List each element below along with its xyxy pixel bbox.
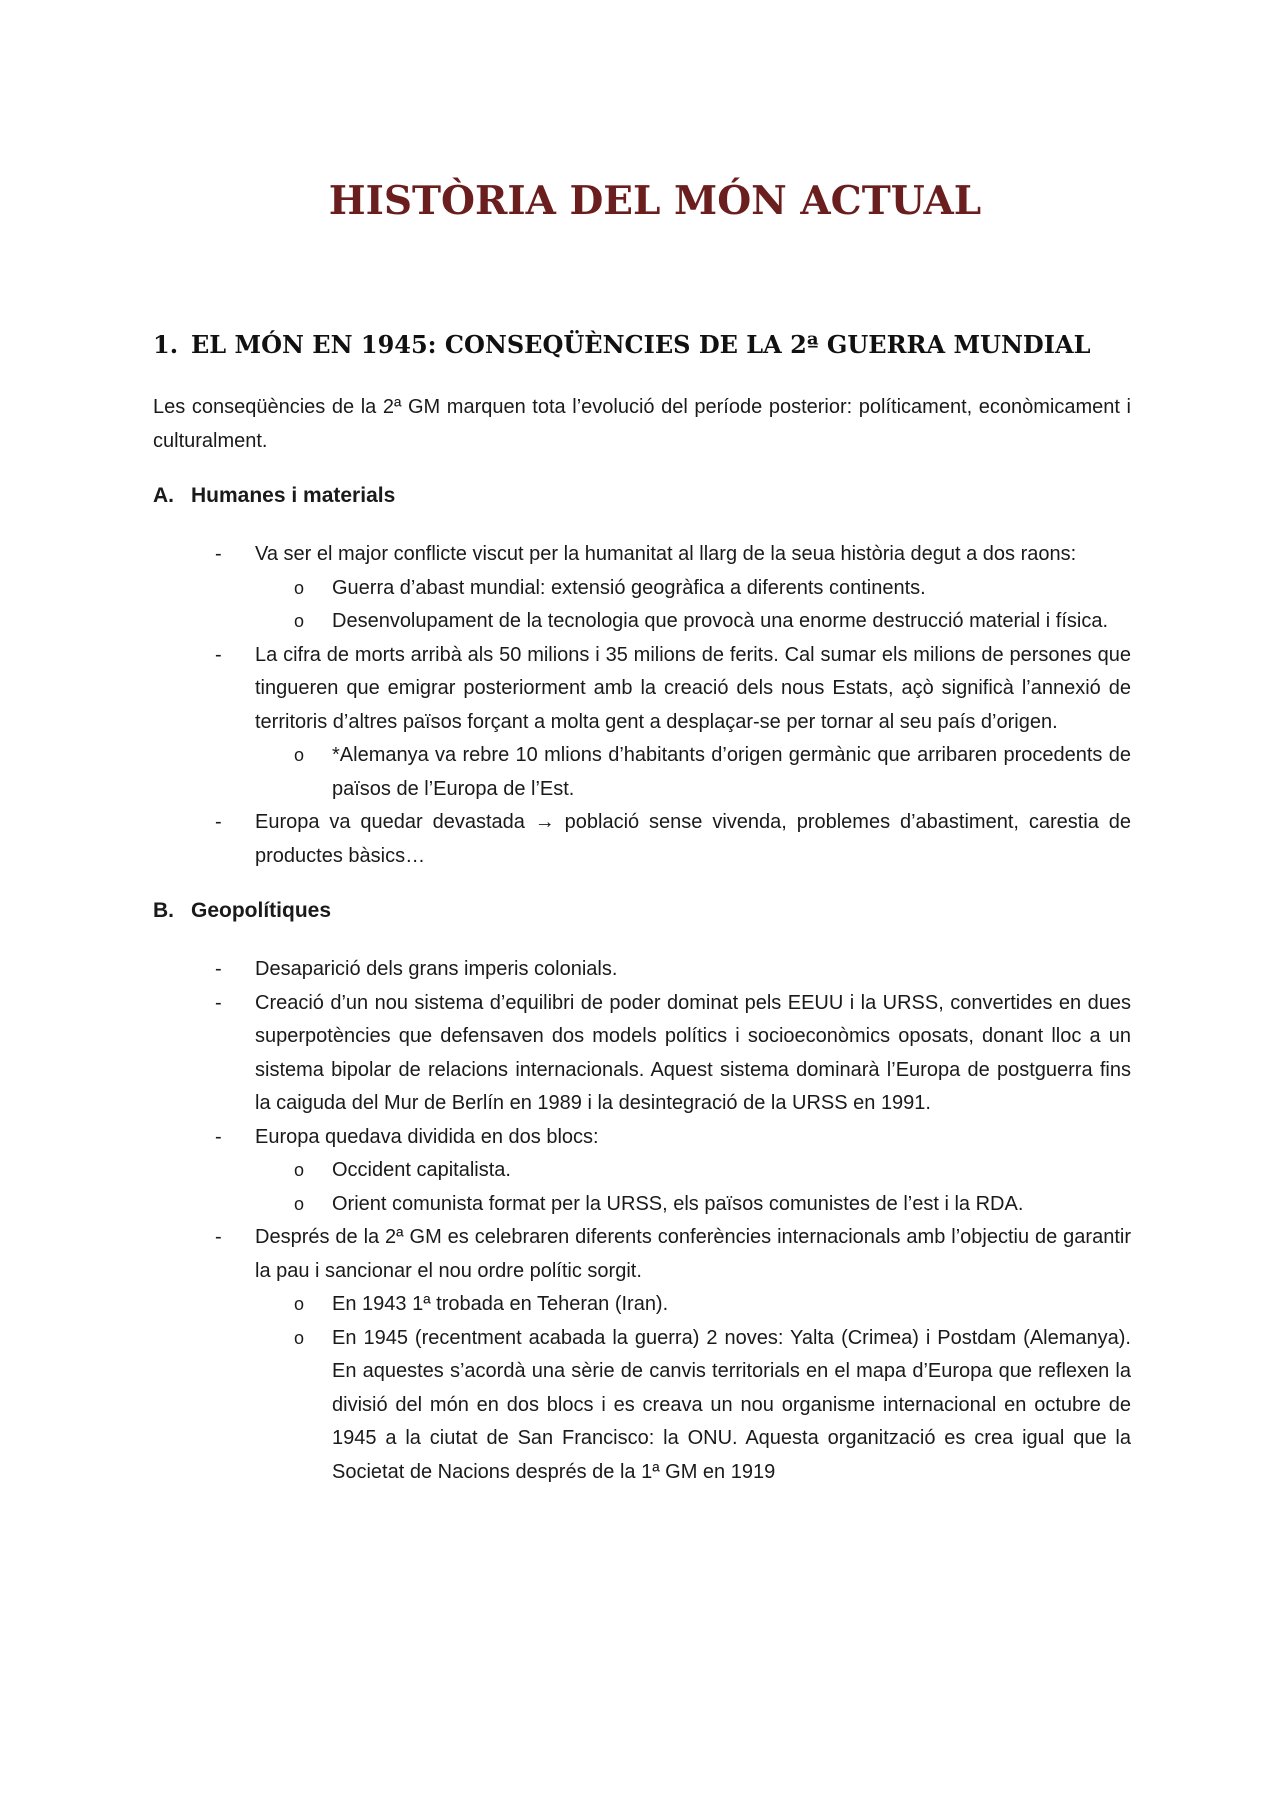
subsection-a-heading (153, 484, 1131, 508)
sublist-item-text: Orient comunista format per la URSS, els països comunistes de l’est i la RDA. (332, 1192, 1024, 1215)
dash-marker: - (215, 958, 222, 980)
sublist (255, 1154, 1131, 1221)
list-item-text: Desaparició dels grans imperis colonials. (255, 958, 618, 980)
dash-marker: - (215, 1226, 222, 1248)
sublist-item (255, 605, 1131, 639)
sublist-item-text: Occident capitalista. (332, 1159, 511, 1181)
document-title: HISTÒRIA DEL MÓN ACTUAL (328, 178, 982, 224)
list-item-text: Després de la 2ª GM es celebraren diferents conferències internacionals amb l’objectiu de garantir la pau i sancionar el nou ordre polític sorgit. (255, 1226, 1131, 1282)
circle-marker: o (294, 745, 305, 765)
list-item-text: Europa va quedar devastada → població sense vivenda, problemes d’abastiment, carestia de productes bàsics… (255, 811, 1131, 867)
sublist-item (255, 572, 1131, 606)
dash-marker: - (215, 1125, 222, 1148)
document-body (153, 330, 1131, 1515)
circle-marker: o (294, 611, 305, 631)
subsection-letter: A. (153, 484, 174, 507)
list-item (153, 1221, 1131, 1489)
circle-marker: o (294, 1160, 305, 1180)
list-item (153, 538, 1131, 639)
list-item (153, 806, 1131, 873)
list-item-text: Europa quedava dividida en dos blocs: (255, 1125, 599, 1148)
list-item (153, 953, 1131, 987)
sublist-item-text: Guerra d’abast mundial: extensió geogràfica a diferents continents. (332, 576, 926, 599)
subsection-title: Humanes i materials (191, 484, 396, 507)
subsection-letter: B. (153, 899, 174, 922)
circle-marker: o (294, 1193, 305, 1214)
sublist-item-text: Desenvolupament de la tecnologia que provocà una enorme destrucció material i física. (332, 610, 1108, 632)
subsection-b-heading (153, 899, 1131, 923)
subsection-title: Geopolítiques (191, 899, 332, 922)
sublist-item (255, 1322, 1131, 1490)
circle-marker: o (294, 577, 305, 598)
section-intro-paragraph: Les conseqüències de la 2ª GM marquen tota l’evolució del període posterior: políticament, econòmicament i culturalment. (153, 396, 1131, 452)
dash-marker: - (215, 543, 222, 565)
dash-marker: - (215, 811, 222, 833)
dash-marker: - (215, 643, 222, 666)
list-item-text: Va ser el major conflicte viscut per la humanitat al llarg de la seua història degut a dos raons: (255, 543, 1077, 565)
circle-marker: o (294, 1327, 305, 1348)
section-title: EL MÓN EN 1945: CONSEQÜÈNCIES DE LA 2ª GUERRA MUNDIAL (191, 330, 1091, 359)
sublist-item-text: En 1943 1ª trobada en Teheran (Iran). (332, 1293, 669, 1315)
sublist-item (255, 1188, 1131, 1222)
sublist (255, 1288, 1131, 1489)
dash-marker: - (215, 991, 222, 1014)
sublist-item (255, 739, 1131, 806)
sublist-item-text: En 1945 (recentment acabada la guerra) 2 noves: Yalta (Crimea) i Postdam (Alemanya). En aquestes s’acordà una sèrie de canvis territorials en el mapa d’Europa que reflexen la divisió del món en dos blocs i es creava un nou organisme internacional en octubre de 1945 a la ciutat de San Francisco: la ONU. Aquesta organització es crea igual que la Societat de Nacions després de la 1ª GM en 1919 (332, 1326, 1131, 1483)
sublist (255, 739, 1131, 806)
sublist-item (255, 1288, 1131, 1322)
subsection-a-list (153, 538, 1131, 873)
list-item-text: La cifra de morts arribà als 50 milions i 35 milions de ferits. Cal sumar els milions de persones que tingueren que emigrar posteriorment amb la creació dels nous Estats, açò significà l’annexió de territoris d’altres països forçant a molta gent a desplaçar-se per tornar al seu país d’origen. (255, 643, 1131, 733)
section-1-heading (153, 330, 1131, 359)
sublist-item (255, 1154, 1131, 1188)
list-item (153, 639, 1131, 807)
sublist-item-text: *Alemanya va rebre 10 mlions d’habitants d’origen germànic que arribaren procedents de països de l’Europa de l’Est. (332, 744, 1131, 800)
section-number: 1. (153, 330, 179, 359)
sublist (255, 572, 1131, 639)
circle-marker: o (294, 1294, 305, 1314)
subsection-b-list (153, 953, 1131, 1489)
list-item-text: Creació d’un nou sistema d’equilibri de poder dominat pels EEUU i la URSS, convertides en dues superpotències que defensaven dos models polítics i socioeconòmics oposats, donant lloc a un sistema bipolar de relacions internacionals. Aquest sistema dominarà l’Europa de postguerra fins la caiguda del Mur de Berlín en 1989 i la desintegració de la URSS en 1991. (255, 991, 1131, 1114)
list-item (153, 987, 1131, 1121)
list-item (153, 1121, 1131, 1222)
